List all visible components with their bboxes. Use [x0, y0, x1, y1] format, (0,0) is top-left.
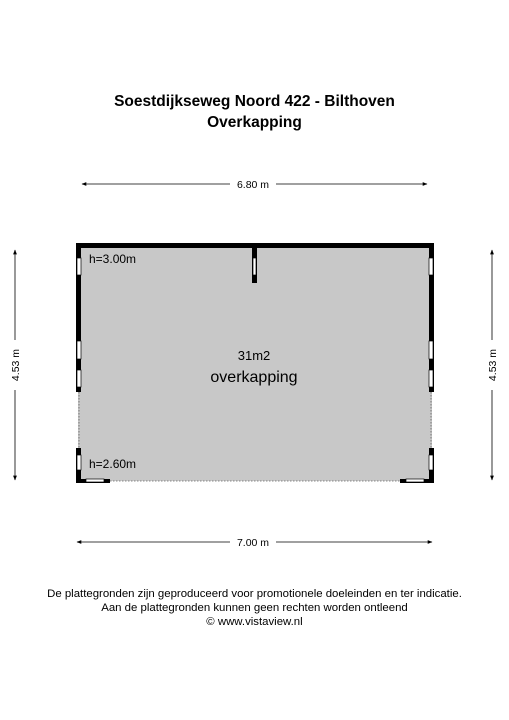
- post-right-4: [429, 455, 433, 470]
- copyright-line: © www.vistaview.nl: [206, 616, 303, 628]
- post-left-4: [77, 455, 81, 470]
- dimension-bottom-label: 7.00 m: [236, 537, 270, 549]
- dimension-bottom: [77, 537, 432, 549]
- dimension-top-label: 6.80 m: [236, 179, 270, 191]
- plan-address-title: Soestdijkseweg Noord 422 - Bilthoven: [114, 93, 395, 110]
- post-right-1: [429, 258, 433, 275]
- ceiling-height-bottom: h=2.60m: [89, 457, 137, 471]
- post-left-2: [77, 341, 81, 359]
- room-area: 31m2: [237, 348, 271, 363]
- post-left-1: [77, 258, 81, 275]
- disclaimer-line-2: Aan de plattegronden kunnen geen rechten worden ontleend: [101, 602, 408, 614]
- dimension-left-label: 4.53 m: [10, 348, 22, 382]
- post-bottom-right: [406, 479, 424, 482]
- plan-room-title: Overkapping: [207, 114, 302, 131]
- post-right-2: [429, 341, 433, 359]
- dimension-right-label: 4.53 m: [487, 348, 499, 382]
- dimension-top: [82, 179, 427, 191]
- disclaimer-line-1: De plattegronden zijn geproduceerd voor promotionele doeleinden en ter indicatie.: [47, 588, 462, 600]
- post-middle: [253, 258, 256, 275]
- post-right-3: [429, 370, 433, 387]
- room-name: overkapping: [210, 369, 298, 386]
- dimension-right: [487, 250, 499, 480]
- post-bottom-left: [86, 479, 104, 482]
- post-left-3: [77, 370, 81, 387]
- ceiling-height-top: h=3.00m: [89, 252, 137, 266]
- dimension-left: [10, 250, 22, 480]
